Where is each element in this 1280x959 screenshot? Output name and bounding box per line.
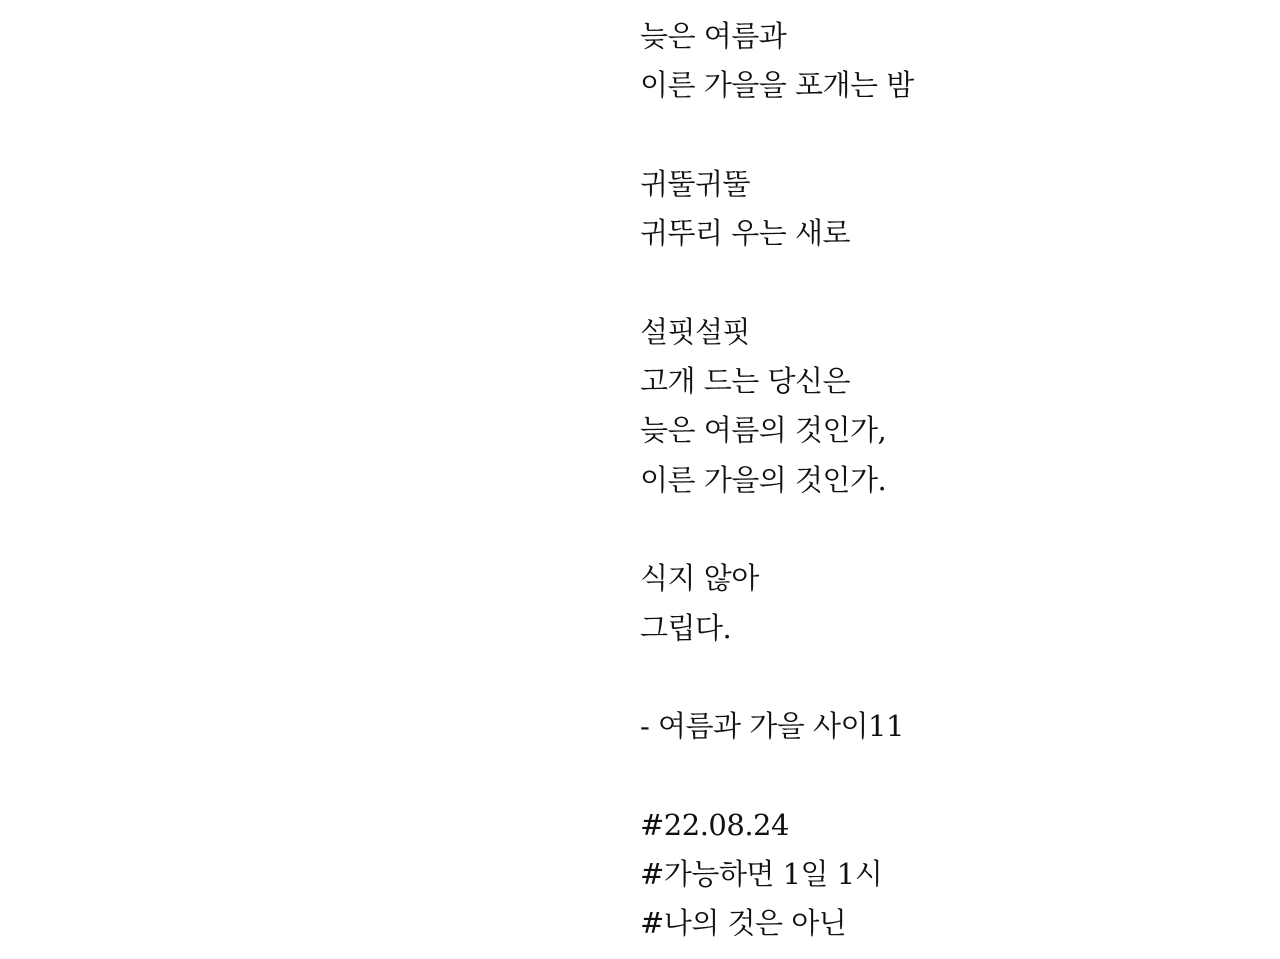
poem-line: 귀뚤귀뚤 xyxy=(640,166,751,201)
poem-text xyxy=(640,12,1260,949)
poem-line: 식지 않아 xyxy=(640,561,759,596)
poem-line: 이른 가을을 포개는 밤 xyxy=(640,68,914,103)
poem-line: 늦은 여름과 xyxy=(640,19,787,53)
poem-line: 이른 가을의 것인가. xyxy=(640,462,887,497)
poem-line: 귀뚜리 우는 새로 xyxy=(640,216,851,251)
stanza-break xyxy=(640,653,1260,702)
hashtag: #22.08.24 xyxy=(640,807,789,842)
poem-line: 고개 드는 당신은 xyxy=(640,364,851,399)
stanza-break xyxy=(640,505,1260,554)
stanza-break xyxy=(640,751,1260,800)
hashtag: #가능하면 1일 1시 xyxy=(640,857,883,892)
poem-line: 그립다. xyxy=(640,610,732,645)
poem-line: 늦은 여름의 것인가, xyxy=(640,413,887,448)
stanza-break xyxy=(640,258,1260,307)
hashtag: #나의 것은 아닌 xyxy=(640,906,847,941)
poem-signature: - 여름과 가을 사이11 xyxy=(640,709,904,744)
poem-line: 설핏설핏 xyxy=(640,314,751,349)
stanza-break xyxy=(640,111,1260,160)
